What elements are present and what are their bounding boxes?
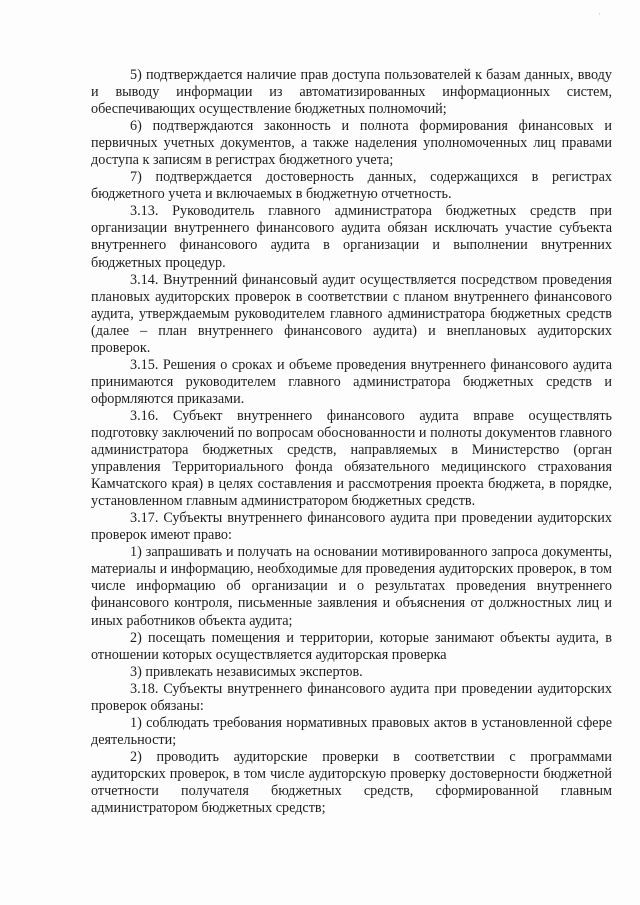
paragraph-3-16: 3.16. Субъект внутреннего финансового аудита вправе осуществлять подготовку заключений по вопросам обоснованности и полноты документов главного администратора бюджетных средств, направляемых в Министерство (орган управления Территориального фонда обязательного медицинского страхования Камчатского края) в целях составления и рассмотрения проекта бюджета, в порядке, установленном главным администратором бюджетных средств. xyxy=(91,407,612,510)
paragraph-5-access-rights: 5) подтверждается наличие прав доступа пользователей к базам данных, вводу и выводу информации из автоматизированных информационных систем, обеспечивающих осуществление бюджетных полномочий; xyxy=(91,67,612,118)
paragraph-7-data-reliability: 7) подтверждается достоверность данных, содержащихся в регистрах бюджетного учета и включаемых в бюджетную отчетность. xyxy=(91,169,612,203)
paragraph-3-15: 3.15. Решения о сроках и объеме проведения внутреннего финансового аудита принимаются руководителем главного администратора бюджетных средств и оформляются приказами. xyxy=(91,356,612,407)
paragraph-6-legality: 6) подтверждаются законность и полнота формирования финансовых и первичных учетных документов, а также наделения уполномоченных лиц правами доступа к записям в регистрах бюджетного учета; xyxy=(91,118,612,169)
paragraph-3-17: 3.17. Субъекты внутреннего финансового аудита при проведении аудиторских проверок имеют право: xyxy=(91,510,612,544)
corner-mark: · xyxy=(598,10,601,20)
paragraph-3-18: 3.18. Субъекты внутреннего финансового аудита при проведении аудиторских проверок обязаны: xyxy=(91,680,612,714)
paragraph-3-17-item-3: 3) привлекать независимых экспертов. xyxy=(130,663,363,680)
paragraph-3-17-item-1: 1) запрашивать и получать на основании мотивированного запроса документы, материалы и информацию, необходимые для проведения аудиторских проверок, в том числе информацию об организации и о результатах проведения внутреннего финансового контроля, письменные заявления и объяснения от должностных лиц и иных работников объекта аудита; xyxy=(91,544,612,629)
document-body xyxy=(91,67,612,817)
paragraph-3-17-item-2: 2) посещать помещения и территории, которые занимают объекты аудита, в отношении которых осуществляется аудиторская проверка xyxy=(91,629,612,663)
paragraph-3-18-item-1: 1) соблюдать требования нормативных правовых актов в установленной сфере деятельности; xyxy=(91,714,612,748)
paragraph-3-13: 3.13. Руководитель главного администратора бюджетных средств при организации внутреннего финансового аудита обязан исключать участие субъекта внутреннего финансового аудита в организации и выполнении внутренних бюджетных процедур. xyxy=(91,203,612,271)
paragraph-3-14: 3.14. Внутренний финансовый аудит осуществляется посредством проведения плановых аудиторских проверок в соответствии с планом внутреннего финансового аудита, утверждаемым руководителем главного администратора бюджетных средств (далее – план внутреннего финансового аудита) и внеплановых аудиторских проверок. xyxy=(91,271,612,356)
paragraph-3-18-item-2: 2) проводить аудиторские проверки в соответствии с программами аудиторских проверок, в том числе аудиторскую проверку достоверности бюджетной отчетности получателя бюджетных средств, сформированной главным администратором бюджетных средств; xyxy=(91,748,612,817)
